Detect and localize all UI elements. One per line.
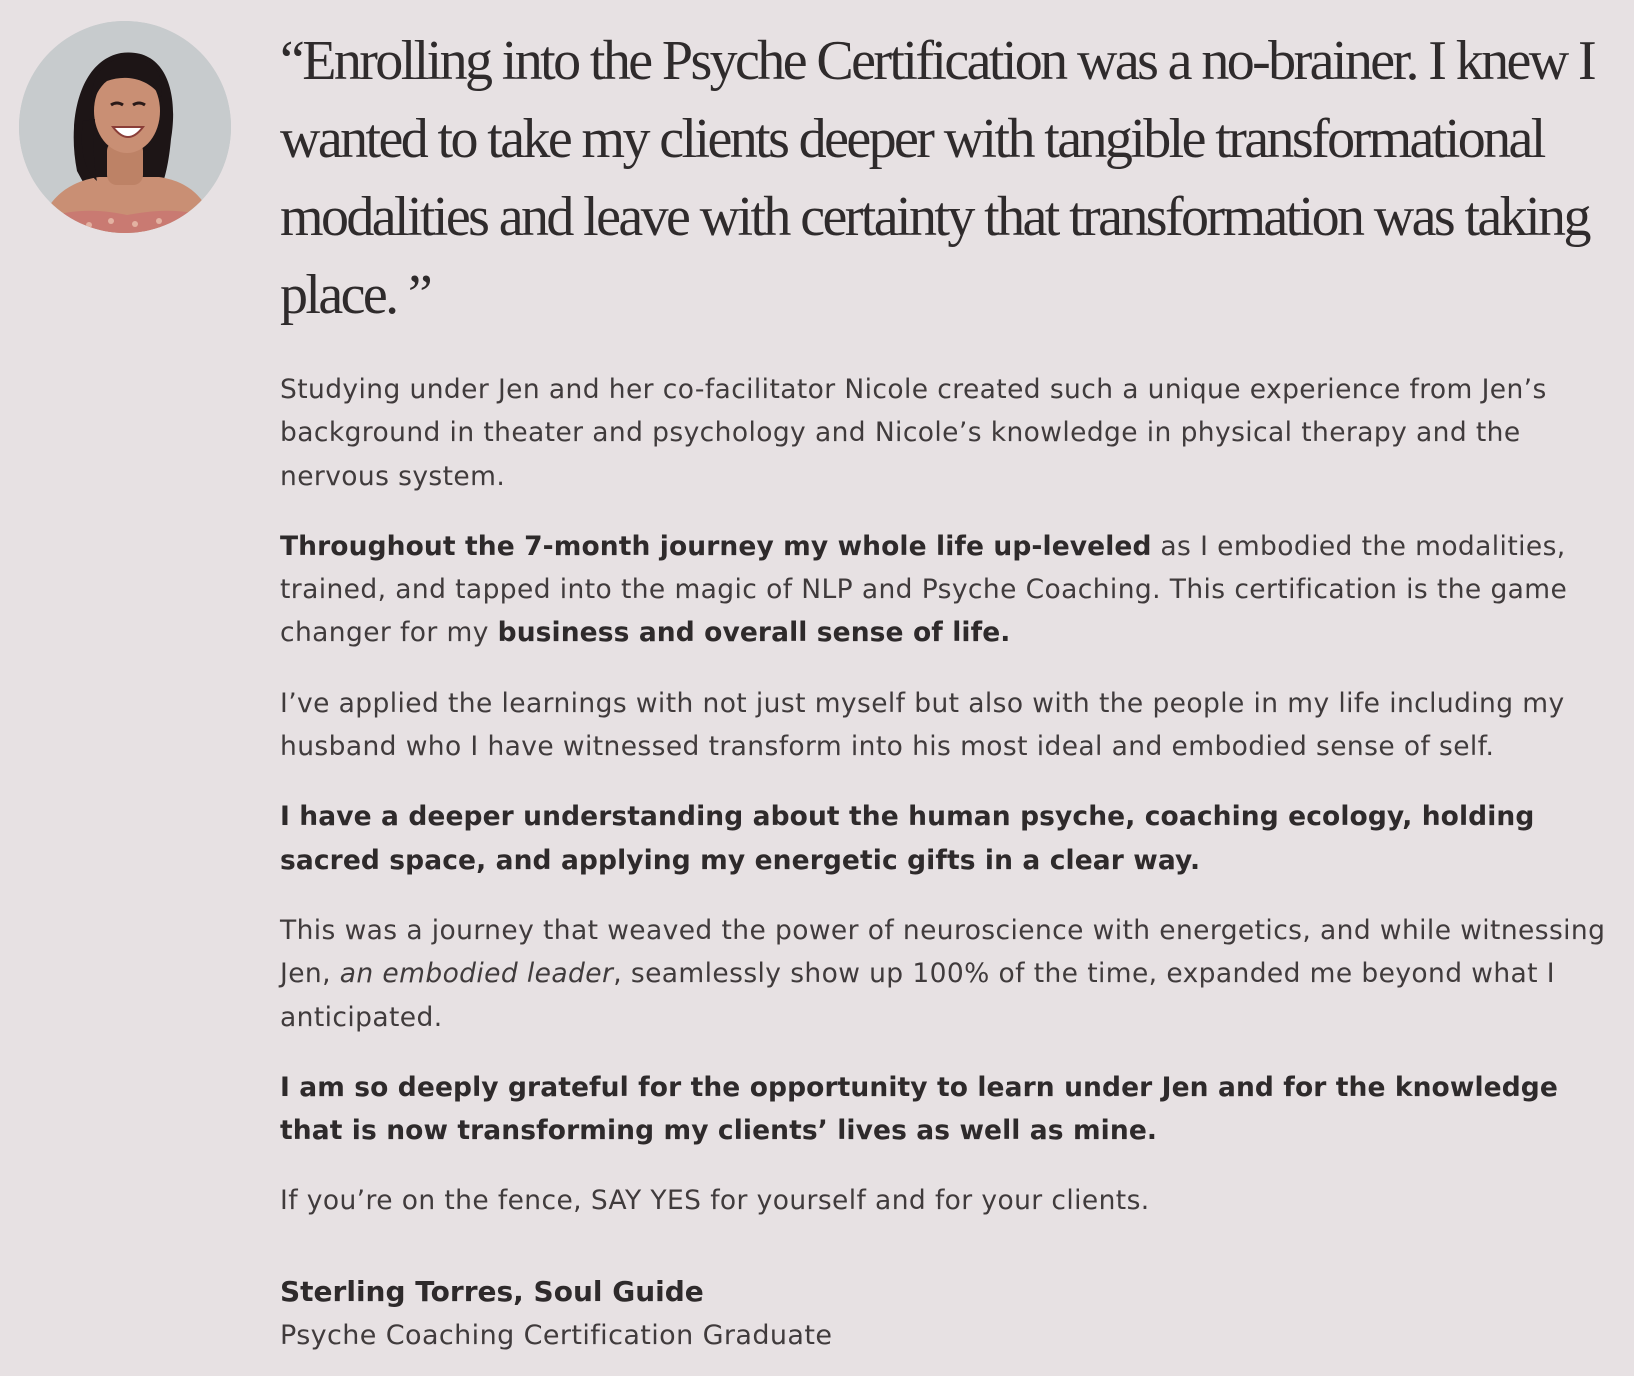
- paragraph-5-italic: an embodied leader: [339, 958, 614, 990]
- paragraph-5-end: , seamlessly show up 100% of the time, expanded me beyond what I anticipated.: [280, 958, 1556, 1033]
- testimonial-quote: “Enrolling into the Psyche Certification was a no-brainer. I knew I wanted to take my clients deeper with tangible transformational modalities and leave with certainty that transformation was taking place. ”: [280, 30, 1595, 326]
- paragraph-7: If you’re on the fence, SAY YES for yourself and for your clients.: [280, 1185, 1150, 1217]
- paragraph-2-bold-end: business and overall sense of life.: [497, 617, 1011, 649]
- paragraph-4: I have a deeper understanding about the human psyche, coaching ecology, holding sacred space, and applying my energetic gifts in a clear way.: [280, 801, 1535, 876]
- paragraph-2-text: as I embodied the modalities, trained, and tapped into the magic of NLP and Psyche Coaching. This certification is the game changer for my: [280, 530, 1568, 649]
- testimonial-content: [280, 22, 1610, 1250]
- paragraph-3: I’ve applied the learnings with not just myself but also with the people in my life including my husband who I have witnessed transform into his most ideal and embodied sense of self.: [280, 687, 1565, 763]
- paragraph-6: I am so deeply grateful for the opportunity to learn under Jen and for the knowledge that is now transforming my clients’ lives as well as mine.: [280, 1071, 1558, 1147]
- signature: [280, 1270, 832, 1357]
- paragraph-5-start: This was a journey that weaved the power of neuroscience with energetics, and while witnessing Jen,: [280, 914, 1606, 990]
- author-name: Sterling Torres, Soul Guide: [280, 1275, 704, 1308]
- paragraph-1: Studying under Jen and her co-facilitator Nicole created such a unique experience from Jen’s background in theater and psychology and Nicole’s knowledge in physical therapy and the nervous system.: [280, 374, 1547, 492]
- author-title: Psyche Coaching Certification Graduate: [280, 1320, 833, 1351]
- paragraph-2-bold: Throughout the 7-month journey my whole life up-leveled: [280, 530, 1152, 562]
- smiling-woman-portrait-icon: [19, 21, 231, 233]
- paragraph-2: [280, 525, 1610, 655]
- paragraph-5: [280, 909, 1610, 1039]
- avatar: [19, 21, 231, 233]
